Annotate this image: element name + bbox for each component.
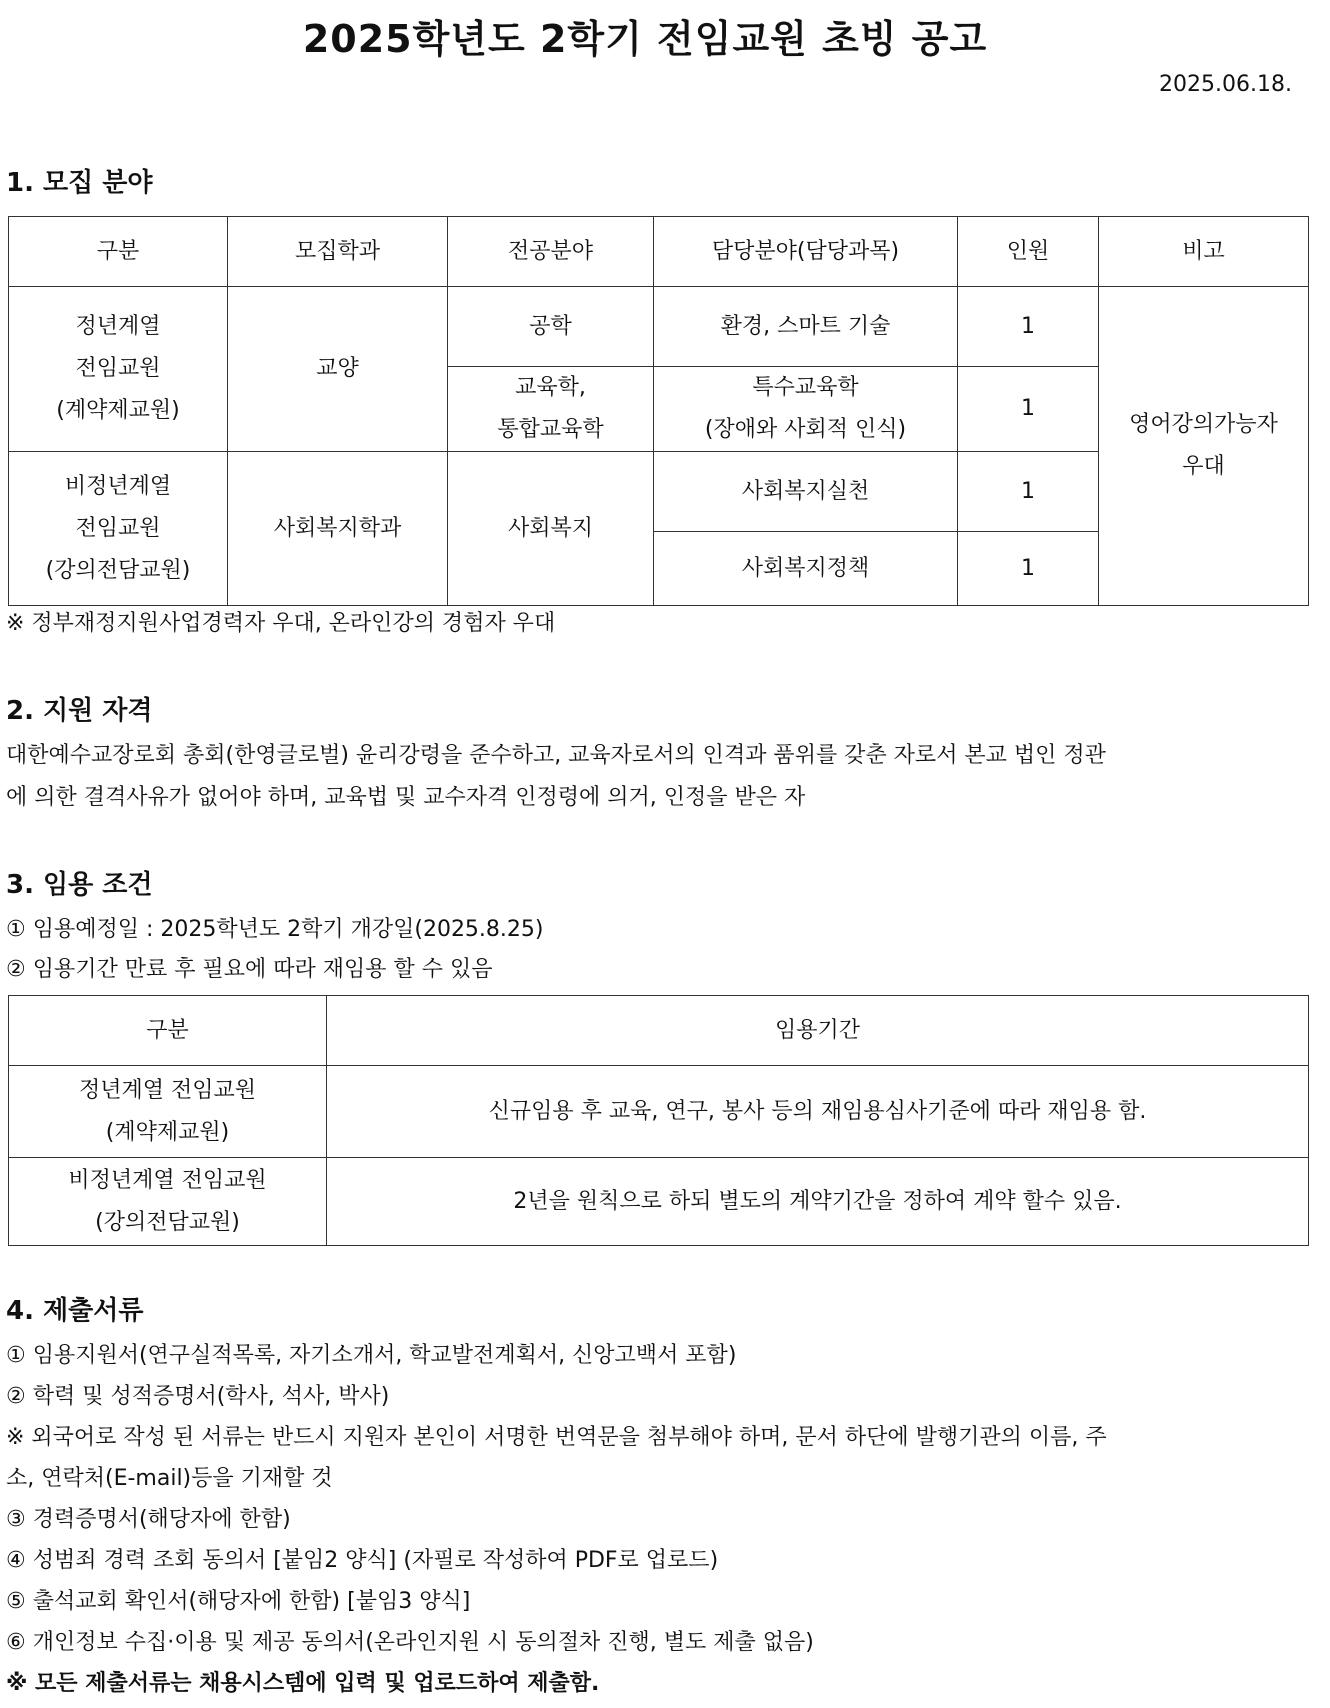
subject-cell: [654, 287, 958, 367]
header-remark: 비고: [1099, 217, 1309, 287]
major-cell: [448, 287, 654, 367]
qualification-line: 대한예수교장로회 총회(한영글로벌) 윤리강령을 준수하고, 교육자로서의 인격과 품위를 갖춘 자로서 본교 법인 정관: [6, 743, 1106, 768]
subject-cell: 사회복지실천: [654, 452, 958, 532]
appointment-period-table: [8, 995, 1309, 1246]
qualification-line: 에 의한 결격사유가 없어야 하며, 교육법 및 교수자격 인정령에 의거, 인정을 받은 자: [6, 785, 806, 810]
category-line: (계약제교원): [56, 398, 180, 423]
count-cell: 1: [958, 367, 1099, 452]
category-line: (강의전담교원): [45, 557, 191, 583]
section3-heading: 3. 임용 조건: [6, 870, 153, 900]
major-cell: 사회복지: [448, 452, 654, 606]
category-line: 정년계열 전임교원: [78, 1077, 256, 1103]
header-period: 임용기간: [327, 996, 1309, 1066]
document-item: ⑤ 출석교회 확인서(해당자에 한함) [붙임3 양식]: [6, 1589, 471, 1614]
subject-cell: [654, 367, 958, 452]
category-line: 전임교원: [75, 356, 161, 381]
document-item: 소, 연락처(E-mail)등을 기재할 것: [6, 1466, 333, 1491]
header-major: 전공분야: [448, 217, 654, 287]
header-category: 구분: [9, 217, 228, 287]
department-cell: 사회복지학과: [228, 452, 448, 606]
category-line: 전임교원: [75, 515, 161, 541]
document-item: ④ 성범죄 경력 조회 동의서 [붙임2 양식] (자필로 작성하여 PDF로 업로드): [6, 1548, 719, 1573]
count-cell: 1: [958, 287, 1099, 367]
category-cell: [9, 1066, 327, 1158]
department-cell: 교양: [228, 287, 448, 452]
document-final-note: ※ 모든 제출서류는 채용시스템에 입력 및 업로드하여 제출함.: [6, 1671, 600, 1696]
category-line: 비정년계열 전임교원: [68, 1167, 267, 1193]
table-header-row: [9, 996, 1309, 1066]
document-date: 2025.06.18.: [1159, 72, 1292, 97]
category-line: (계약제교원): [105, 1119, 230, 1145]
condition-line: ① 임용예정일 : 2025학년도 2학기 개강일(2025.8.25): [6, 917, 544, 942]
section1-note: ※ 정부재정지원사업경력자 우대, 온라인강의 경험자 우대: [6, 611, 556, 636]
period-cell: 2년을 원칙으로 하되 별도의 계약기간을 정하여 계약 할수 있음.: [327, 1158, 1309, 1246]
major-line: 공학: [529, 313, 572, 339]
subject-line: 특수교육학: [752, 375, 859, 400]
major-cell: [448, 367, 654, 452]
category-line: (강의전담교원): [95, 1209, 240, 1235]
header-category: 구분: [9, 996, 327, 1066]
document-item: ⑥ 개인정보 수집·이용 및 제공 동의서(온라인지원 시 동의절차 진행, 별도 제출 없음): [6, 1630, 814, 1655]
document-item: ② 학력 및 성적증명서(학사, 석사, 박사): [6, 1384, 390, 1409]
recruitment-table: [8, 216, 1309, 606]
header-department: 모집학과: [228, 217, 448, 287]
document-item: ③ 경력증명서(해당자에 한함): [6, 1507, 291, 1532]
header-count: 인원: [958, 217, 1099, 287]
document-item: ① 임용지원서(연구실적목록, 자기소개서, 학교발전계획서, 신앙고백서 포함): [6, 1343, 737, 1368]
remark-line: 영어강의가능자: [1129, 412, 1278, 437]
category-line: 비정년계열: [64, 473, 172, 499]
remark-cell: [1099, 287, 1309, 606]
condition-line: ② 임용기간 만료 후 필요에 따라 재임용 할 수 있음: [6, 957, 493, 982]
major-line: 교육학,: [515, 375, 586, 400]
table-row: [9, 1158, 1309, 1246]
count-cell: 1: [958, 532, 1099, 606]
category-cell: [9, 287, 228, 452]
section4-heading: 4. 제출서류: [6, 1296, 144, 1326]
subject-cell: 사회복지정책: [654, 532, 958, 606]
header-subject: 담당분야(담당과목): [654, 217, 958, 287]
category-cell: [9, 1158, 327, 1246]
subject-line: 환경, 스마트 기술: [720, 313, 891, 339]
document-item: ※ 외국어로 작성 된 서류는 반드시 지원자 본인이 서명한 번역문을 첨부해야 하며, 문서 하단에 발행기관의 이름, 주: [6, 1425, 1107, 1450]
count-cell: 1: [958, 452, 1099, 532]
page-title: 2025학년도 2학기 전임교원 초빙 공고: [302, 17, 988, 61]
table-row: [9, 287, 1309, 367]
major-line: 통합교육학: [497, 417, 604, 442]
subject-line: (장애와 사회적 인식): [704, 417, 907, 442]
table-header-row: [9, 217, 1309, 287]
table-row: [9, 1066, 1309, 1158]
category-cell: [9, 452, 228, 606]
remark-line: 우대: [1182, 454, 1225, 479]
period-cell: 신규임용 후 교육, 연구, 봉사 등의 재임용심사기준에 따라 재임용 함.: [327, 1066, 1309, 1158]
section2-heading: 2. 지원 자격: [6, 696, 153, 726]
section1-heading: 1. 모집 분야: [6, 168, 153, 198]
category-line: 정년계열: [75, 314, 161, 339]
